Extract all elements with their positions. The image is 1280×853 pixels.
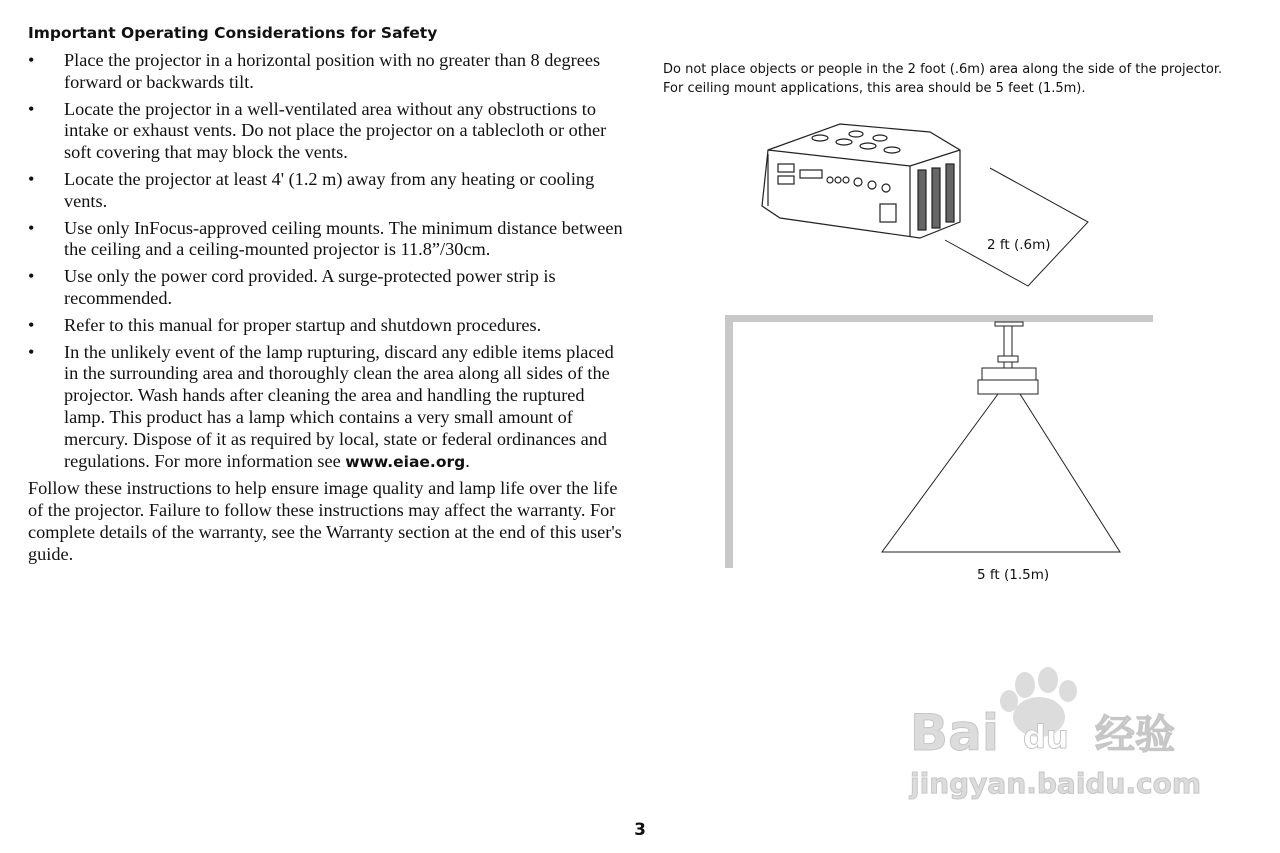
list-item (28, 315, 628, 337)
bullet-icon: • (28, 314, 35, 335)
list-item-period: . (465, 450, 470, 471)
watermark-url: jingyan.baidu.com (910, 767, 1202, 800)
bullet-icon: • (28, 217, 35, 238)
ceiling (725, 315, 1153, 322)
clearance-diagram (720, 110, 1240, 600)
list-item (28, 218, 628, 262)
watermark-jingyan: 经验 (1095, 712, 1175, 758)
section-heading: Important Operating Considerations for Safety (28, 24, 438, 42)
bullet-icon: • (28, 341, 35, 362)
bullet-icon: • (28, 168, 35, 189)
list-item-text: Place the projector in a horizontal position with no greater than 8 degrees forward or backwards tilt. (64, 50, 601, 92)
wall (725, 315, 733, 568)
list-item (28, 169, 628, 213)
label-2ft: 2 ft (.6m) (987, 237, 1051, 253)
list-item-text: Use only InFocus-approved ceiling mounts. The minimum distance between the ceiling and a ceiling-mounted projector is 11.8”/30cm. (64, 217, 623, 260)
list-item-text: In the unlikely event of the lamp rupturing, discard any edible items placed in the surrounding area and thoroughly clean the area along all sides of the projector. Wash hands after cleaning the area and handling the ruptured lamp. This product has a lamp which contains a very small amount of mercury. Dispose of it as required by local, state or federal ordinances and regulations. For more information see (64, 341, 614, 471)
caption-line-2: For ceiling mount applications, this area should be 5 feet (1.5m). (663, 81, 1086, 96)
baidu-watermark (905, 665, 1205, 805)
page-number: 3 (634, 820, 646, 840)
bullet-icon: • (28, 98, 35, 119)
list-item-text: Locate the projector in a well-ventilated area without any obstructions to intake or exhaust vents. Do not place the projector on a tablecloth or other soft covering that may block the vents. (64, 98, 607, 163)
safety-list (28, 50, 628, 473)
closing-paragraph: Follow these instructions to help ensure image quality and lamp life over the life of the projector. Failure to follow these instructions may affect the warranty. For complete details of the warranty, see the Warranty section at the end of this user's guide. (28, 478, 622, 564)
list-item (28, 342, 628, 474)
safety-section (28, 24, 628, 566)
list-item (28, 266, 628, 310)
side-clearance-outline (945, 168, 1088, 286)
caption-line-1: Do not place objects or people in the 2 foot (.6m) area along the side of the projector. (663, 62, 1223, 77)
bullet-icon: • (28, 50, 35, 70)
projector-illustration (762, 124, 960, 238)
list-item-text: Use only the power cord provided. A surge-protected power strip is recommended. (64, 266, 556, 308)
watermark-brand: Bai (910, 704, 999, 762)
bullet-icon: • (28, 266, 35, 287)
list-item (28, 50, 628, 94)
list-item-text: Locate the projector at least 4' (1.2 m) away from any heating or cooling vents. (64, 168, 595, 211)
eiae-link[interactable]: www.eiae.org (345, 452, 466, 471)
list-item (28, 99, 628, 164)
ceiling-mount (978, 322, 1038, 394)
watermark-du: du (1023, 718, 1069, 756)
list-item-text: Refer to this manual for proper startup and shutdown procedures. (64, 314, 542, 335)
projection-cone (882, 394, 1120, 552)
clearance-caption (663, 60, 1263, 98)
label-5ft: 5 ft (1.5m) (977, 567, 1050, 583)
